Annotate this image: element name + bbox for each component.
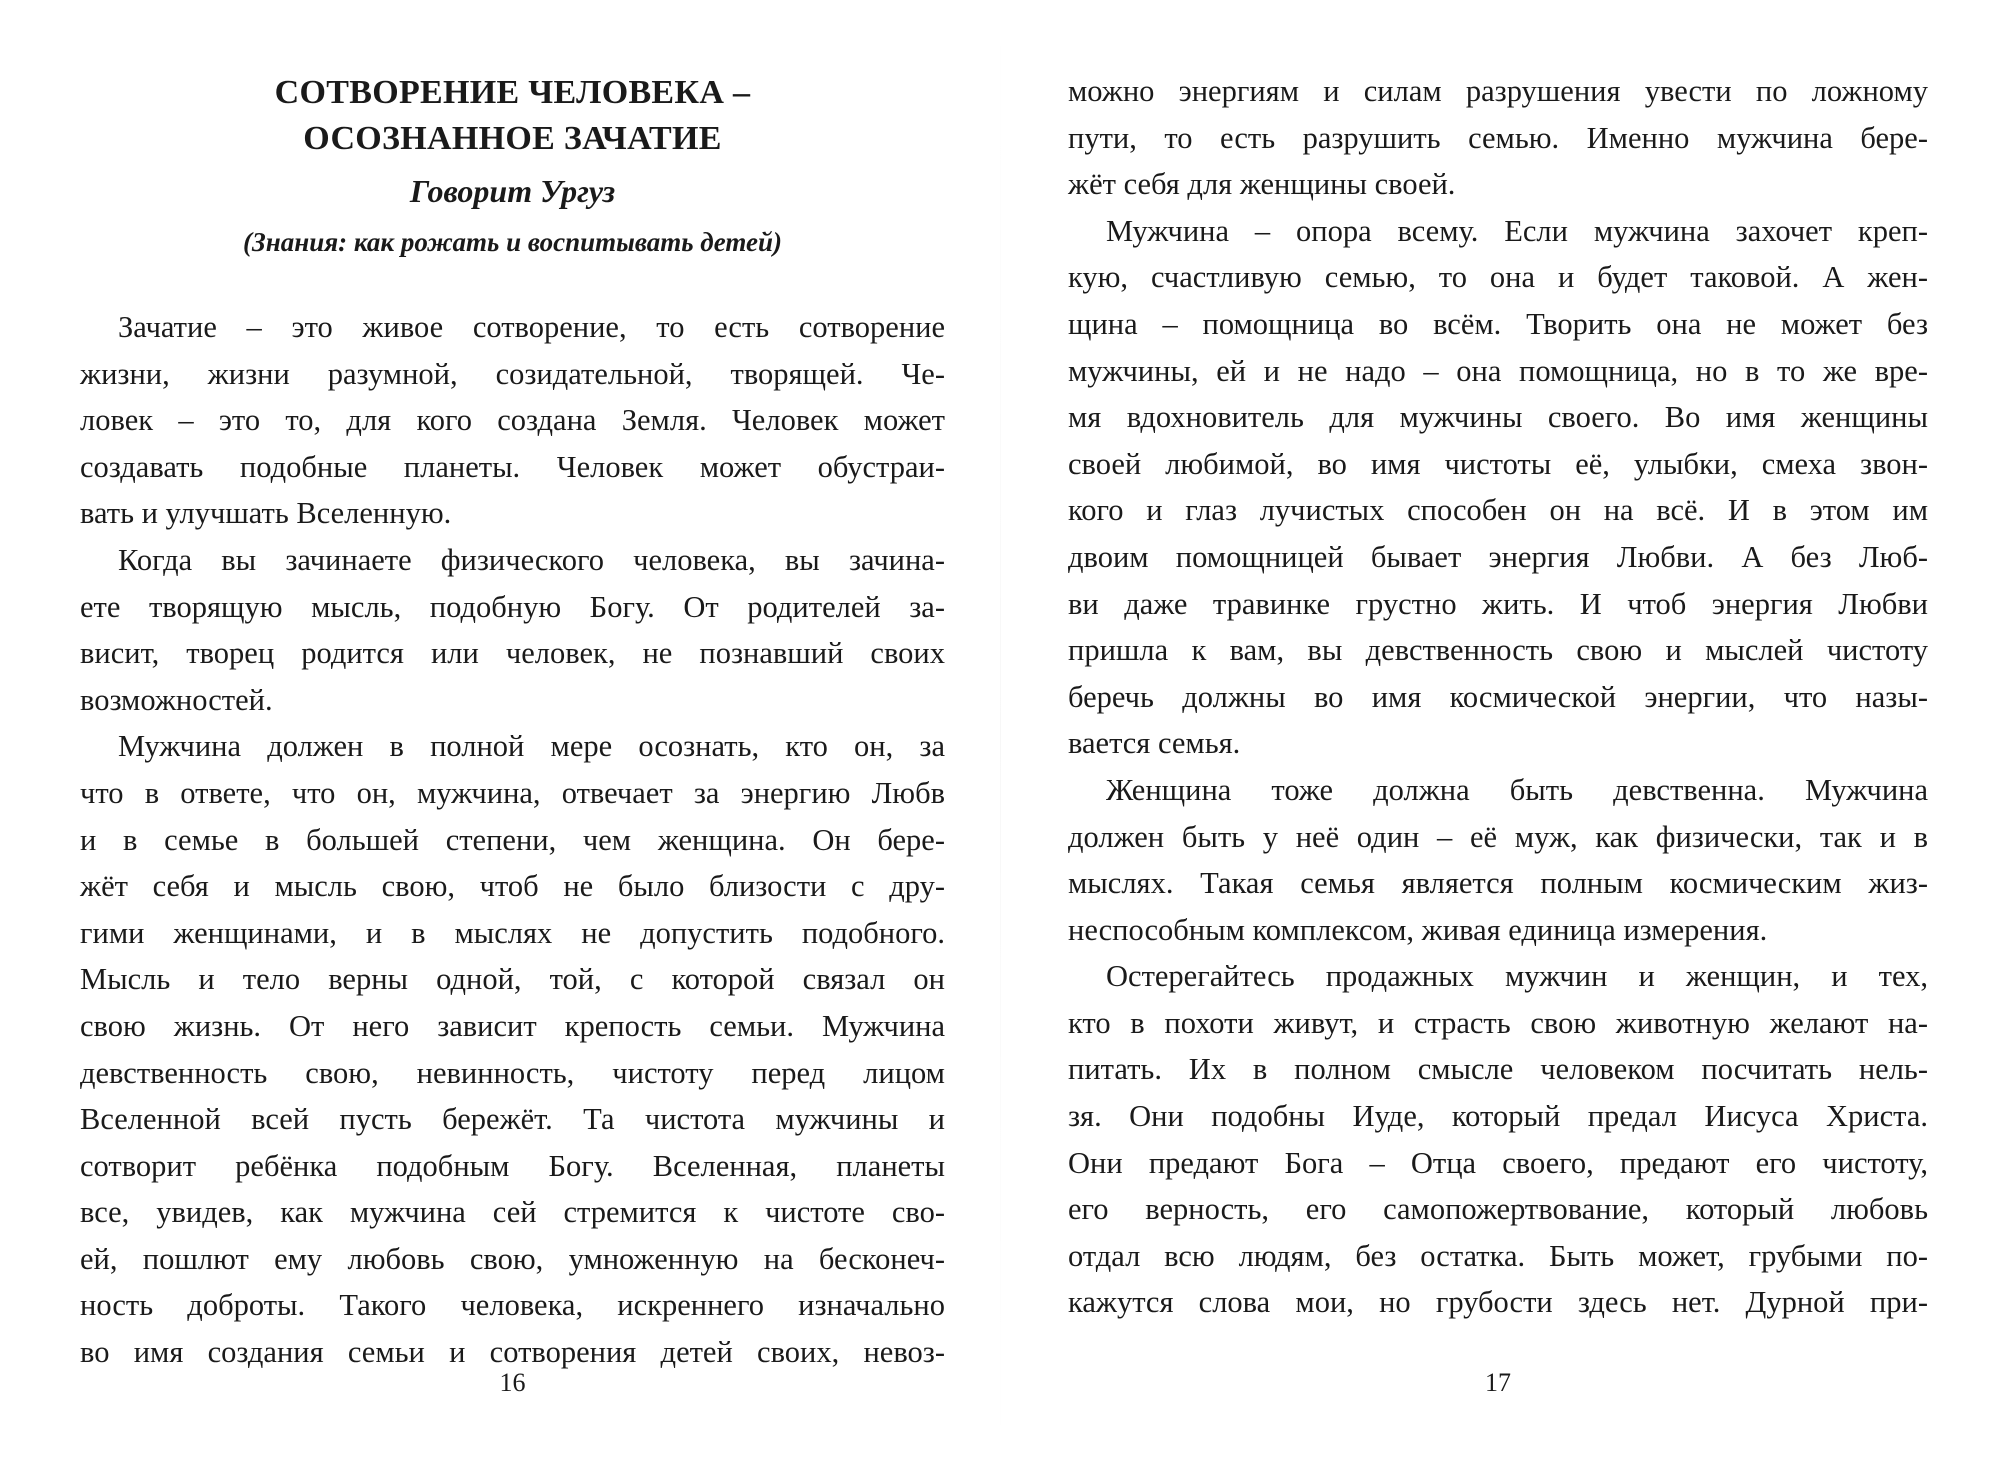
chapter-speaker: Говорит Ургуз (409, 173, 616, 209)
chapter-title (80, 70, 945, 162)
right-body-text (1068, 68, 1928, 1326)
left-body-text (80, 304, 945, 1376)
text-line: жёт себя и мысль свою, чтоб не было близости с дру- (80, 869, 945, 904)
text-line: сотворит ребёнка подобным Богу. Вселенная, планеты (80, 1148, 945, 1183)
text-line: свою жизнь. От него зависит крепость семьи. Мужчина (80, 1008, 945, 1043)
book-gutter (1000, 0, 1001, 1471)
text-line: жёт себя для женщины своей. (1068, 167, 1456, 202)
text-line: все, увидев, как мужчина сей стремится к чистоте сво- (80, 1195, 945, 1230)
text-line: мужчины, ей и не надо – она помощница, но в то же вре- (1068, 353, 1928, 388)
text-line: кую, счастливую семью, то она и будет таковой. А жен- (1068, 260, 1928, 295)
text-line: ность доброты. Такого человека, искреннего изначально (80, 1288, 945, 1323)
text-line: его верность, его самопожертвование, который любовь (1068, 1192, 1928, 1227)
text-line: гими женщинами, и в мыслях не допустить подобного. (80, 915, 945, 950)
text-line: пришла к вам, вы девственность свою и мыслей чистоту (1068, 633, 1928, 668)
text-line: щина – помощница во всём. Творить она не может без (1068, 306, 1928, 341)
text-line: висит, творец родится или человек, не познавший своих (80, 636, 945, 671)
text-line: кто в похоти живут, и страсть свою животную желают на- (1068, 1005, 1928, 1040)
text-line: Мысль и тело верны одной, той, с которой связал он (80, 962, 945, 997)
text-line: вать и улучшать Вселенную. (80, 496, 452, 531)
text-line: кого и глаз лучистых способен он на всё. И в этом им (1068, 493, 1928, 528)
text-line: должен быть у неё один – её муж, как физически, так и в (1068, 819, 1928, 854)
text-line: Остерегайтесь продажных мужчин и женщин, и тех, (1106, 959, 1928, 994)
text-line: своей любимой, во имя чистоты её, улыбки, смеха звон- (1068, 446, 1928, 481)
text-line: ловек – это то, для кого создана Земля. Человек может (80, 403, 945, 438)
text-line: мя вдохновитель для мужчины своего. Во имя женщины (1068, 400, 1928, 435)
text-line: неспособным комплексом, живая единица измерения. (1068, 912, 1768, 947)
page-number: 17 (1485, 1368, 1511, 1397)
text-line: ете творящую мысль, подобную Богу. От родителей за- (80, 589, 945, 624)
text-line: мыслях. Такая семья является полным космическим жиз- (1068, 866, 1928, 901)
text-line: Мужчина должен в полной мере осознать, кто он, за (118, 729, 945, 764)
text-line: можно энергиям и силам разрушения увести по ложному (1068, 74, 1928, 108)
text-line: ей, пошлют ему любовь свою, умноженную на бесконеч- (80, 1241, 945, 1276)
text-line: двоим помощницей бывает энергия Любви. А без Люб- (1068, 539, 1928, 574)
text-line: создавать подобные планеты. Человек может обустраи- (80, 449, 945, 484)
text-line: Они предают Бога – Отца своего, предают его чистоту, (1068, 1145, 1928, 1180)
text-line: беречь должны во имя космической энергии, что назы- (1068, 679, 1928, 714)
text-line: питать. Их в полном смысле человеком посчитать нель- (1068, 1052, 1928, 1087)
text-line: и в семье в большей степени, чем женщина. Он бере- (80, 822, 945, 857)
text-line: Женщина тоже должна быть девственна. Мужчина (1106, 772, 1928, 807)
text-line: пути, то есть разрушить семью. Именно мужчина бере- (1068, 120, 1928, 155)
right-page (1068, 0, 1928, 1471)
text-line: Когда вы зачинаете физического человека, вы зачина- (118, 542, 945, 577)
text-line: возможностей. (80, 682, 273, 717)
text-line: жизни, жизни разумной, созидательной, творящей. Че- (80, 356, 945, 391)
text-line: девственность свою, невинность, чистоту перед лицом (80, 1055, 945, 1090)
text-line: Мужчина – опора всему. Если мужчина захочет креп- (1106, 213, 1928, 248)
chapter-title-line-1: СОТВОРЕНИЕ ЧЕЛОВЕКА – (274, 74, 751, 111)
text-line: что в ответе, что он, мужчина, отвечает за энергию Любв (80, 775, 945, 810)
text-line: зя. Они подобны Иуде, который предал Иисуса Христа. (1068, 1099, 1928, 1134)
page-number: 16 (499, 1368, 526, 1397)
text-line: ви даже травинке грустно жить. И чтоб энергия Любви (1068, 586, 1928, 621)
chapter-title-line-2: ОСОЗНАННОЕ ЗАЧАТИЕ (303, 120, 722, 157)
text-line: отдал всю людям, без остатка. Быть может, грубыми по- (1068, 1238, 1928, 1273)
text-line: кажутся слова мои, но грубости здесь нет. Дурной при- (1068, 1285, 1928, 1320)
text-line: вается семья. (1068, 726, 1241, 761)
left-page (80, 0, 945, 1471)
text-line: Зачатие – это живое сотворение, то есть сотворение (118, 310, 945, 344)
chapter-heading (80, 70, 945, 264)
text-line: Вселенной всей пусть бережёт. Та чистота мужчины и (80, 1102, 945, 1137)
chapter-subtitle: (Знания: как рожать и воспитывать детей) (243, 227, 782, 257)
text-line: во имя создания семьи и сотворения детей своих, невоз- (80, 1335, 945, 1370)
